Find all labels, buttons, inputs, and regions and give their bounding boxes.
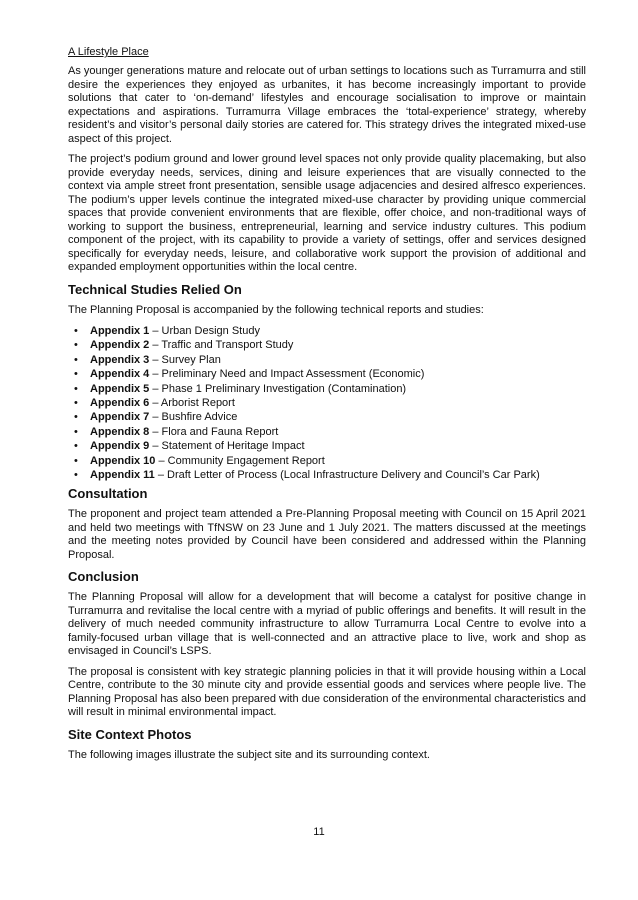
appendix-separator: – xyxy=(149,368,162,381)
appendix-title: Arborist Report xyxy=(160,397,235,410)
bullet-icon: • xyxy=(74,454,78,467)
list-item xyxy=(68,410,586,424)
bullet-icon: • xyxy=(74,469,78,482)
appendix-label: Appendix 7 xyxy=(90,411,150,424)
technical-studies-intro: The Planning Proposal is accompanied by the following technical reports and studies: xyxy=(68,303,484,316)
list-item xyxy=(68,454,586,468)
appendix-title: Bushfire Advice xyxy=(161,411,238,424)
list-item xyxy=(68,382,586,396)
appendix-label: Appendix 4 xyxy=(90,368,150,381)
list-item xyxy=(68,468,586,482)
bullet-icon: • xyxy=(74,411,78,424)
appendix-title: Draft Letter of Process (Local Infrastructure Delivery and Council’s Car Park) xyxy=(167,469,540,482)
appendix-separator: – xyxy=(155,454,168,467)
conclusion-paragraph-2: The proposal is consistent with key strategic planning policies in that it will provide housing within a Local Centre, contribute to the 30 minute city and provide essential goods and services where people live. The Planning Proposal has also been prepared with due consideration of the environmental characteristics and will result in minimal environmental impact. xyxy=(68,665,586,719)
page-content xyxy=(68,45,586,769)
bullet-icon: • xyxy=(74,368,78,381)
lifestyle-heading: A Lifestyle Place xyxy=(68,46,149,58)
list-item xyxy=(68,324,586,338)
appendix-separator: – xyxy=(149,339,162,352)
appendix-separator: – xyxy=(149,353,162,366)
consultation-paragraph: The proponent and project team attended a Pre-Planning Proposal meeting with Council on 15 April 2021 and held two meetings with TfNSW on 23 June and 1 July 2021. The matters discussed at the meetings and the meeting notes provided by Council have been considered and addressed within the Planning Proposal. xyxy=(68,508,586,561)
list-item xyxy=(68,353,586,367)
appendix-title: Statement of Heritage Impact xyxy=(161,440,305,453)
appendix-separator: – xyxy=(149,382,162,395)
bullet-icon: • xyxy=(74,353,78,366)
appendix-title: Community Engagement Report xyxy=(167,454,325,467)
list-item xyxy=(68,367,586,381)
appendix-separator: – xyxy=(149,440,162,453)
bullet-icon: • xyxy=(74,339,78,352)
bullet-icon: • xyxy=(74,325,78,337)
appendix-label: Appendix 5 xyxy=(90,382,150,395)
technical-studies-heading: Technical Studies Relied On xyxy=(68,281,242,297)
appendix-title: Survey Plan xyxy=(161,353,221,366)
site-context-paragraph: The following images illustrate the subject site and its surrounding context. xyxy=(68,748,430,761)
appendix-separator: – xyxy=(149,397,161,410)
list-item xyxy=(68,439,586,453)
bullet-icon: • xyxy=(74,440,78,453)
consultation-heading: Consultation xyxy=(68,486,148,502)
appendix-label: Appendix 6 xyxy=(90,397,150,410)
lifestyle-paragraph-2: The project’s podium ground and lower ground level spaces not only provide quality placemaking, but also provide everyday needs, services, dining and leisure experiences that are visually connected to the context via ample street front presentation, sensible usage adjacencies and desired alfresco experiences. The podium’s upper levels continue the integrated mixed-use character by providing unique commercial spaces that provide convenient environments that are flexible, offer choice, and non-traditional ways of working to support the business, entrepreneurial, learning and service industry cultures. This podium component of the project, with its capability to provide a variety of settings, offer and services designed specifically for everyday needs, leisure, and collaborative work support the provision of additional and expanded employment opportunities within the local centre. xyxy=(68,153,586,273)
appendix-separator: – xyxy=(149,325,162,337)
lifestyle-paragraph-1: As younger generations mature and relocate out of urban settings to locations such as Turramurra and still desire the experiences they enjoyed as urbanites, it has become increasingly important to provide solutions that cater to ‘on-demand’ lifestyles and encourage socialisation to improve or maintain expectations and aspirations. Turramurra Village embraces the ‘total-experience’ strategy, whereby resident’s and visitor’s personal daily stories are catered for. This strategy drives the integrated mixed-use aspect of this project. xyxy=(68,65,586,145)
appendix-title: Phase 1 Preliminary Investigation (Contamination) xyxy=(161,382,407,395)
bullet-icon: • xyxy=(74,425,78,438)
site-context-heading: Site Context Photos xyxy=(68,726,192,742)
appendix-separator: – xyxy=(149,411,162,424)
appendix-label: Appendix 3 xyxy=(90,353,150,366)
appendix-label: Appendix 1 xyxy=(90,325,150,337)
appendix-label: Appendix 10 xyxy=(90,454,156,467)
appendix-list xyxy=(68,324,586,482)
bullet-icon: • xyxy=(74,382,78,395)
appendix-label: Appendix 11 xyxy=(90,469,155,482)
page-number: 11 xyxy=(313,826,325,838)
list-item xyxy=(68,338,586,352)
appendix-separator: – xyxy=(154,469,168,482)
list-item xyxy=(68,396,586,410)
conclusion-heading: Conclusion xyxy=(68,569,139,585)
appendix-label: Appendix 2 xyxy=(90,339,150,352)
appendix-title: Flora and Fauna Report xyxy=(161,425,279,438)
appendix-title: Traffic and Transport Study xyxy=(161,339,294,352)
appendix-label: Appendix 9 xyxy=(90,440,150,453)
list-item xyxy=(68,425,586,439)
appendix-title: Preliminary Need and Impact Assessment (Economic) xyxy=(161,368,425,381)
appendix-title: Urban Design Study xyxy=(161,325,260,337)
conclusion-paragraph-1: The Planning Proposal will allow for a development that will become a catalyst for positive change in Turramurra and revitalise the local centre with a myriad of public offerings and benefits. It will result in the delivery of much needed community infrastructure to allow Turramurra Local Centre to evolve into a family-focused urban village that is well-connected and an attractive place to live, work and shop as envisaged in Council’s LSPS. xyxy=(68,591,586,658)
appendix-separator: – xyxy=(149,425,162,438)
appendix-label: Appendix 8 xyxy=(90,425,150,438)
bullet-icon: • xyxy=(74,397,78,410)
